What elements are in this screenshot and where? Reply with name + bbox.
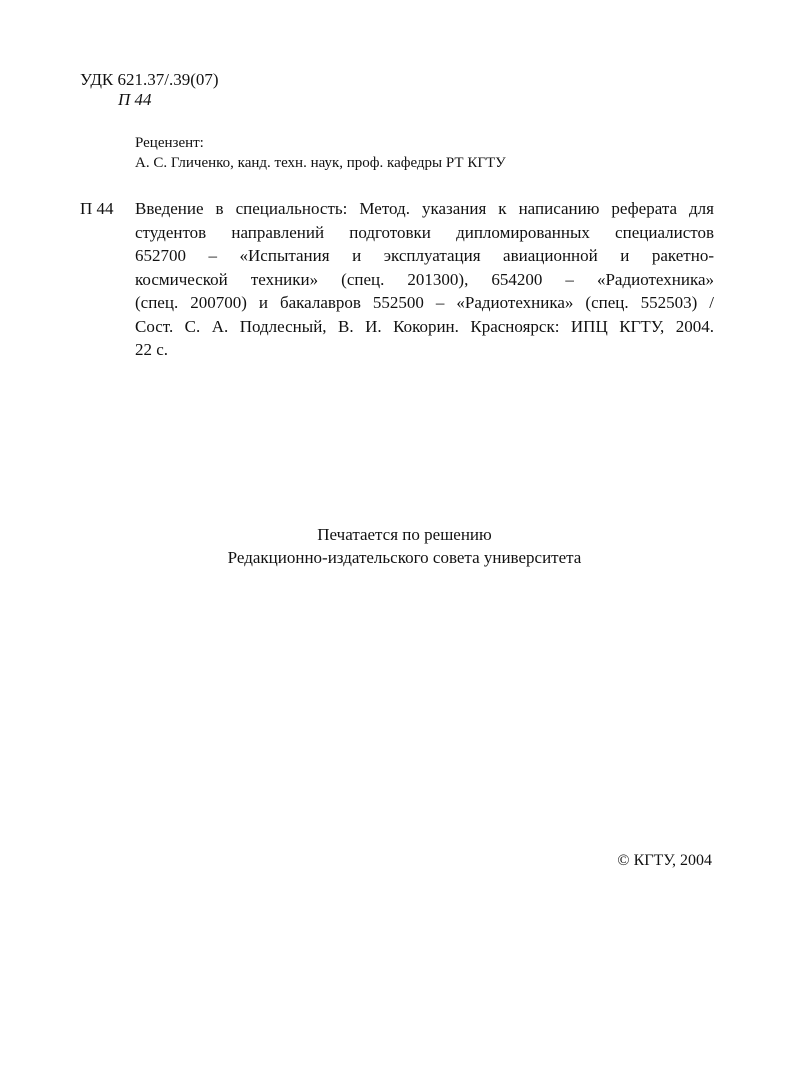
description-line: (спец. 200700) и бакалавров 552500 – «Радиотехника» (спец. 552503) / [135,293,714,312]
copyright: © КГТУ, 2004 [617,852,712,869]
description-line: космической техники» (спец. 201300), 654200 – «Радиотехника» [135,269,714,289]
reviewer-block [135,133,506,173]
bibliographic-author-mark: П 44 [80,199,114,218]
reviewer-heading: Рецензент: [135,135,204,151]
description-line: студентов направлений подготовки дипломированных специалистов [135,222,714,242]
bibliographic-description [135,197,714,362]
publish-note-line-2: Редакционно-издательского совета университета [227,548,582,567]
udk-code: УДК 621.37/.39(07) [80,70,219,89]
description-line: Введение в специальность: Метод. указания к написанию реферата для [135,199,714,218]
description-line: 22 с. [135,340,169,359]
description-line: Сост. С. А. Подлесный, В. И. Кокорин. Красноярск: ИПЦ КГТУ, 2004. [135,316,714,336]
reviewer-name: А. С. Гличенко, канд. техн. наук, проф. кафедры РТ КГТУ [135,155,506,171]
publish-note-line-1: Печатается по решению [317,525,492,544]
udk-block [80,70,219,110]
publish-note [0,523,809,569]
description-line: 652700 – «Испытания и эксплуатация авиационной и ракетно- [135,246,714,265]
author-mark: П 44 [118,90,152,109]
